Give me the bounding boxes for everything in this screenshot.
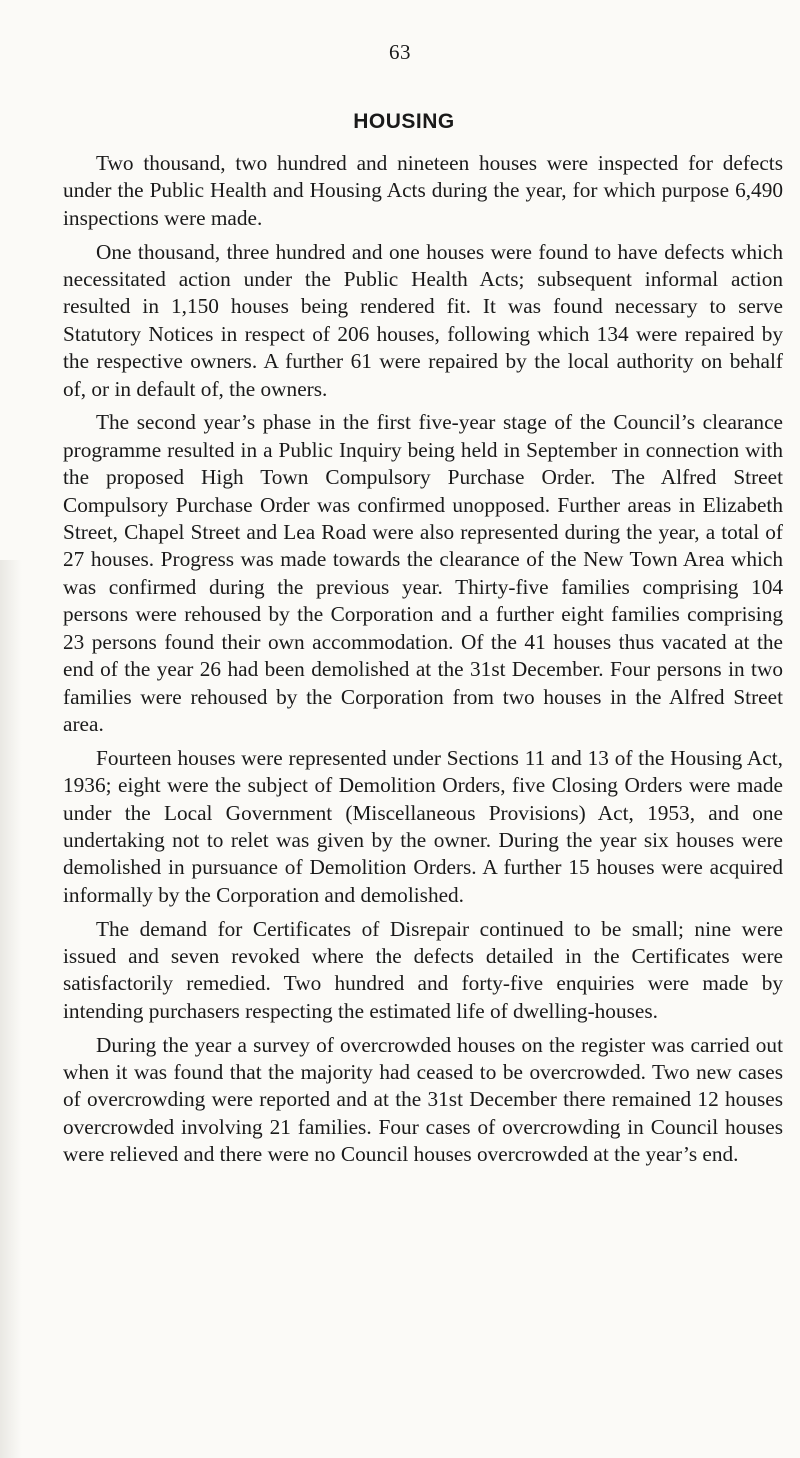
paragraph-certificates: The demand for Certificates of Disrepair continued to be small; nine were issued and seven revoked where the defects detailed in the Certificates were satisfactorily remedied. Two hundred and forty-five enquiries were made by intending purchasers respecting the estimated life of dwelling-houses.	[63, 916, 783, 1023]
page-number: 63	[389, 40, 411, 64]
paragraph-overcrowding: During the year a survey of overcrowded houses on the register was carried out when it was found that the majority had ceased to be overcrowded. Two new cases of overcrowding were reported and at the 31st December there remained 12 houses overcrowded involving 21 families. Four cases of overcrowding in Council houses were relieved and there were no Council houses overcrowded at the year’s end.	[63, 1032, 783, 1167]
paragraph-housing-act: Fourteen houses were represented under Sections 11 and 13 of the Housing Act, 1936; eight were the subject of Demolition Orders, five Closing Orders were made under the Local Government (Miscellaneous Provisions) Act, 1953, and one undertaking not to relet was given by the owner. During the year six houses were demolished in pursuance of Demolition Orders. A further 15 houses were acquired informally by the Corporation and demolished.	[63, 745, 783, 907]
section-heading: HOUSING	[353, 110, 455, 133]
paragraph-clearance-programme: The second year’s phase in the first five-year stage of the Council’s clearance programme resulted in a Public Inquiry being held in September in connection with the proposed High Town Compulsory Purchase Order. The Alfred Street Compulsory Purchase Order was confirmed unopposed. Further areas in Elizabeth Street, Chapel Street and Lea Road were also represented during the year, a total of 27 houses. Progress was made towards the clearance of the New Town Area which was confirmed during the previous year. Thirty-five families comprising 104 persons were rehoused by the Corporation and a further eight families comprising 23 persons found their own accommodation. Of the 41 houses thus vacated at the end of the year 26 had been demolished at the 31st December. Four persons in two families were rehoused by the Corporation from two houses in the Alfred Street area.	[63, 410, 783, 736]
page-edge-shadow	[0, 560, 22, 1458]
body-text	[63, 150, 783, 1175]
paragraph-inspections: Two thousand, two hundred and nineteen houses were inspected for defects under the Public Health and Housing Acts during the year, for which purpose 6,490 inspections were made.	[63, 151, 783, 230]
paragraph-defects: One thousand, three hundred and one houses were found to have defects which necessitated action under the Public Health Acts; subsequent informal action resulted in 1,150 houses being rendered fit. It was found necessary to serve Statutory Notices in respect of 206 houses, following which 134 were repaired by the respective owners. A further 61 were repaired by the local authority on behalf of, or in default of, the owners.	[63, 239, 783, 401]
